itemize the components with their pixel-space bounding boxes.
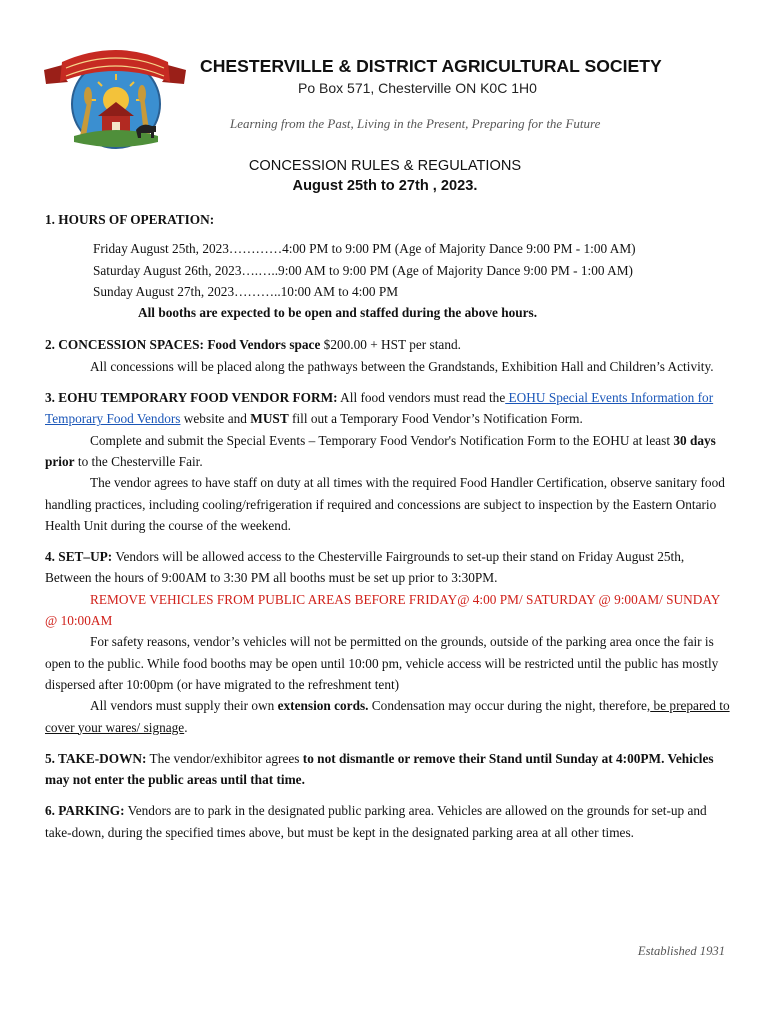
section-heading: 3. EOHU TEMPORARY FOOD VENDOR FORM:: [45, 390, 338, 406]
setup-warning: REMOVE VEHICLES FROM PUBLIC AREAS BEFORE FRIDAY@ 4:00 PM/ SATURDAY @ 9:00AM/ SUNDAY @ 10:00AM: [45, 591, 720, 629]
eohu-text-3: fill out a Temporary Food Vendor’s Notification Form.: [288, 411, 583, 427]
section-hours: [45, 209, 731, 323]
document-body: [45, 209, 731, 843]
section-setup: [45, 546, 731, 738]
section-eohu-form: [45, 387, 731, 536]
section-heading: 1. HOURS OF OPERATION:: [45, 212, 215, 227]
setup-para2-text: All vendors must supply their own: [90, 698, 278, 714]
eohu-paragraph-2: The vendor agrees to have staff on duty at all times with the required Food Handler Certification, observe sanitary food handling practices, including cooling/refrigeration if required and concessions are subject to inspection by the Eastern Ontario Health Unit during the course of the weekend.: [45, 475, 725, 533]
setup-para2-end: .: [184, 719, 188, 735]
setup-para2-mid: Condensation may occur during the night, therefore,: [368, 698, 651, 714]
takedown-bold: to not dismantle or remove their Stand until Sunday at 4:00PM. Vehicles may not enter the public areas until that time.: [45, 750, 714, 788]
takedown-plain: The vendor/exhibitor agrees: [146, 750, 303, 766]
society-logo: [36, 40, 194, 158]
setup-para2-bold: extension cords.: [277, 698, 369, 714]
section-heading: 6. PARKING:: [45, 803, 125, 819]
organization-motto: Learning from the Past, Living in the Present, Preparing for the Future: [230, 116, 601, 131]
spaces-paragraph: All concessions will be placed along the pathways between the Grandstands, Exhibition Hall and Children’s Activity.: [90, 358, 714, 374]
eohu-text-2: website and: [180, 411, 251, 427]
setup-text: Vendors will be allowed access to the Chesterville Fairgrounds to set-up their stand on Friday August 25th, Between the hours of 9:00AM to 3:30 PM all booths must be set up prior to 3:30PM.: [45, 549, 685, 586]
takedown-text: [45, 748, 731, 791]
hours-row-saturday: Saturday August 26th, 2023….…..9:00 AM to 9:00 PM (Age of Majority Dance 9:00 PM - 1:00 AM): [93, 262, 633, 278]
organization-address: Po Box 571, Chesterville ON K0C 1H0: [298, 80, 537, 96]
established-note: Established 1931: [637, 944, 725, 958]
title-line-2: August 25th to 27th , 2023.: [292, 178, 478, 194]
section-heading: 4. SET–UP:: [45, 549, 113, 565]
spaces-bold: Food Vendors space: [207, 337, 321, 353]
eohu-text-1: All food vendors must read the: [337, 390, 506, 406]
spaces-price: $200.00 + HST per stand.: [320, 337, 461, 353]
organization-name: CHESTERVILLE & DISTRICT AGRICULTURAL SOCIETY: [200, 56, 662, 76]
eohu-paragraph-1: [45, 430, 731, 473]
section-heading: 2. CONCESSION SPACES:: [45, 337, 204, 353]
eohu-info-link[interactable]: EOHU Special Events Information for Temporary Food Vendors: [45, 390, 714, 427]
setup-paragraph-2: [45, 695, 731, 738]
section-concession-spaces: [45, 334, 731, 377]
setup-paragraph-1: For safety reasons, vendor’s vehicles will not be permitted on the grounds, outside of the parking area once the fair is open to the public. While food booths may be open until 10:00 pm, vehicle access will be restricted until the public has mostly dispersed after 10:00pm (or have migrated to the refreshment tent): [45, 634, 719, 692]
parking-plain: Vendors are to park in the designated public parking area. Vehicles are allowed on the grounds for set-up and take-down, during the specified times above, but must be kept in the designated parking area at all other times.: [45, 803, 707, 840]
hours-requirement: All booths are expected to be open and staffed during the above hours.: [138, 305, 538, 321]
eohu-must: MUST: [250, 411, 289, 427]
eohu-para1-end: to the Chesterville Fair.: [74, 453, 203, 469]
parking-text: [45, 800, 731, 843]
eohu-para1-bold: 30 days prior: [45, 432, 716, 469]
spaces-line: [45, 334, 731, 355]
setup-para2-underline: be prepared to cover your wares/ signage: [45, 698, 730, 735]
section-heading: 5. TAKE-DOWN:: [45, 750, 147, 766]
hours-row-sunday: Sunday August 27th, 2023………..10:00 AM to 4:00 PM: [93, 283, 399, 299]
setup-intro: [45, 546, 731, 589]
section-takedown: [45, 748, 731, 791]
eohu-para1-text: Complete and submit the Special Events – Temporary Food Vendor's Notification Form to the EOHU at least: [90, 432, 674, 448]
title-line-1: CONCESSION RULES & REGULATIONS: [248, 158, 522, 174]
eohu-intro: [45, 387, 731, 430]
hours-list: [93, 238, 731, 323]
section-parking: [45, 800, 731, 843]
document-title: [0, 156, 770, 196]
hours-row-friday: Friday August 25th, 2023…………4:00 PM to 9:00 PM (Age of Majority Dance 9:00 PM - 1:00 AM): [93, 241, 636, 257]
